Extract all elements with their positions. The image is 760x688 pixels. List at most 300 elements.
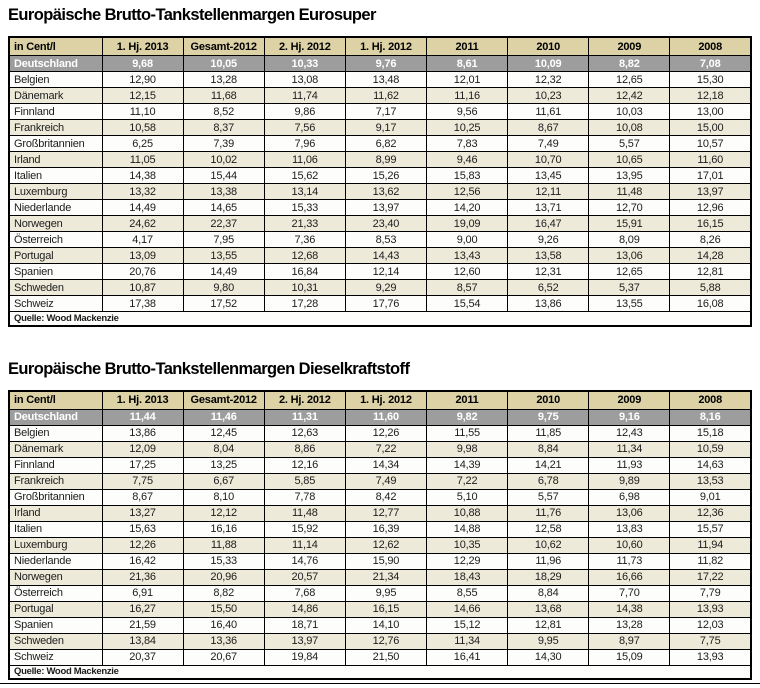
value-cell: 11,48 xyxy=(264,505,345,521)
value-cell: 17,28 xyxy=(264,296,345,312)
country-cell: Niederlande xyxy=(9,553,102,569)
value-cell: 13,93 xyxy=(670,601,751,617)
country-cell: Luxemburg xyxy=(9,184,102,200)
table-row xyxy=(9,200,751,216)
value-cell: 13,97 xyxy=(670,184,751,200)
value-cell: 10,70 xyxy=(508,152,589,168)
unit-label-header: in Cent/l xyxy=(9,37,102,56)
value-cell: 11,34 xyxy=(589,441,670,457)
value-cell: 24,62 xyxy=(102,216,183,232)
value-cell: 12,26 xyxy=(345,425,426,441)
table-row xyxy=(9,521,751,537)
value-cell: 9,95 xyxy=(345,585,426,601)
table-row xyxy=(9,152,751,168)
value-cell: 16,40 xyxy=(183,617,264,633)
value-cell: 7,08 xyxy=(670,56,751,72)
value-cell: 21,33 xyxy=(264,216,345,232)
value-cell: 12,81 xyxy=(670,264,751,280)
table-row xyxy=(9,184,751,200)
value-cell: 13,32 xyxy=(102,184,183,200)
value-cell: 6,82 xyxy=(345,136,426,152)
value-cell: 16,66 xyxy=(589,569,670,585)
year-column-header: 2009 xyxy=(589,391,670,410)
value-cell: 8,53 xyxy=(345,232,426,248)
value-cell: 15,12 xyxy=(427,617,508,633)
table-row xyxy=(9,537,751,553)
value-cell: 15,09 xyxy=(589,649,670,665)
value-cell: 11,68 xyxy=(183,88,264,104)
value-cell: 11,44 xyxy=(102,409,183,425)
value-cell: 14,65 xyxy=(183,200,264,216)
value-cell: 11,48 xyxy=(589,184,670,200)
value-cell: 9,76 xyxy=(345,56,426,72)
country-cell: Portugal xyxy=(9,601,102,617)
year-column-header: 2008 xyxy=(670,37,751,56)
value-cell: 5,37 xyxy=(589,280,670,296)
value-cell: 7,70 xyxy=(589,585,670,601)
table-row xyxy=(9,72,751,88)
value-cell: 13,09 xyxy=(102,248,183,264)
source-row xyxy=(9,665,751,679)
table-row xyxy=(9,280,751,296)
value-cell: 9,68 xyxy=(102,56,183,72)
value-cell: 15,44 xyxy=(183,168,264,184)
value-cell: 11,16 xyxy=(427,88,508,104)
value-cell: 11,05 xyxy=(102,152,183,168)
year-column-header: 1. Hj. 2012 xyxy=(345,37,426,56)
eurosuper-table-title: Europäische Brutto-Tankstellenmargen Eurosuper xyxy=(8,5,376,24)
value-cell: 8,42 xyxy=(345,489,426,505)
value-cell: 13,14 xyxy=(264,184,345,200)
value-cell: 14,38 xyxy=(589,601,670,617)
value-cell: 9,26 xyxy=(508,232,589,248)
country-cell: Österreich xyxy=(9,232,102,248)
value-cell: 14,30 xyxy=(508,649,589,665)
value-cell: 12,11 xyxy=(508,184,589,200)
value-cell: 13,55 xyxy=(589,296,670,312)
value-cell: 15,33 xyxy=(183,553,264,569)
value-cell: 7,36 xyxy=(264,232,345,248)
value-cell: 6,25 xyxy=(102,136,183,152)
value-cell: 19,09 xyxy=(427,216,508,232)
value-cell: 13,45 xyxy=(508,168,589,184)
year-column-header: 1. Hj. 2013 xyxy=(102,37,183,56)
table-row xyxy=(9,136,751,152)
value-cell: 13,95 xyxy=(589,168,670,184)
value-cell: 20,37 xyxy=(102,649,183,665)
value-cell: 10,87 xyxy=(102,280,183,296)
value-cell: 8,61 xyxy=(427,56,508,72)
table-row xyxy=(9,425,751,441)
value-cell: 12,45 xyxy=(183,425,264,441)
value-cell: 21,50 xyxy=(345,649,426,665)
value-cell: 8,82 xyxy=(589,56,670,72)
source-row xyxy=(9,312,751,326)
diesel-section xyxy=(8,359,752,681)
country-cell: Schweden xyxy=(9,633,102,649)
value-cell: 20,67 xyxy=(183,649,264,665)
country-cell: Finnland xyxy=(9,104,102,120)
country-cell: Großbritannien xyxy=(9,136,102,152)
value-cell: 8,57 xyxy=(427,280,508,296)
table-row xyxy=(9,248,751,264)
value-cell: 7,68 xyxy=(264,585,345,601)
value-cell: 18,71 xyxy=(264,617,345,633)
country-cell: Großbritannien xyxy=(9,489,102,505)
country-cell: Belgien xyxy=(9,425,102,441)
table-row xyxy=(9,56,751,72)
value-cell: 12,12 xyxy=(183,505,264,521)
value-cell: 8,04 xyxy=(183,441,264,457)
country-cell: Italien xyxy=(9,168,102,184)
value-cell: 7,78 xyxy=(264,489,345,505)
value-cell: 7,22 xyxy=(427,473,508,489)
value-cell: 12,76 xyxy=(345,633,426,649)
value-cell: 13,27 xyxy=(102,505,183,521)
value-cell: 9,89 xyxy=(589,473,670,489)
value-cell: 11,60 xyxy=(670,152,751,168)
value-cell: 16,41 xyxy=(427,649,508,665)
value-cell: 11,55 xyxy=(427,425,508,441)
country-cell: Irland xyxy=(9,152,102,168)
table-row xyxy=(9,569,751,585)
value-cell: 12,18 xyxy=(670,88,751,104)
table-row xyxy=(9,264,751,280)
value-cell: 7,49 xyxy=(345,473,426,489)
value-cell: 22,37 xyxy=(183,216,264,232)
diesel-table xyxy=(8,390,752,681)
value-cell: 14,20 xyxy=(427,200,508,216)
country-cell: Luxemburg xyxy=(9,537,102,553)
country-cell: Italien xyxy=(9,521,102,537)
value-cell: 7,75 xyxy=(102,473,183,489)
value-cell: 12,60 xyxy=(427,264,508,280)
value-cell: 14,63 xyxy=(670,457,751,473)
country-cell: Schweiz xyxy=(9,296,102,312)
value-cell: 21,34 xyxy=(345,569,426,585)
source-label: Quelle: Wood Mackenzie xyxy=(9,312,751,326)
value-cell: 13,08 xyxy=(264,72,345,88)
country-cell: Norwegen xyxy=(9,569,102,585)
value-cell: 10,62 xyxy=(508,537,589,553)
table-row xyxy=(9,216,751,232)
value-cell: 10,31 xyxy=(264,280,345,296)
year-column-header: 2011 xyxy=(427,391,508,410)
year-column-header: 2010 xyxy=(508,37,589,56)
value-cell: 8,84 xyxy=(508,441,589,457)
value-cell: 5,85 xyxy=(264,473,345,489)
value-cell: 9,46 xyxy=(427,152,508,168)
value-cell: 10,88 xyxy=(427,505,508,521)
table-row xyxy=(9,585,751,601)
value-cell: 13,86 xyxy=(102,425,183,441)
value-cell: 12,63 xyxy=(264,425,345,441)
country-cell: Spanien xyxy=(9,264,102,280)
value-cell: 21,36 xyxy=(102,569,183,585)
year-column-header: 2. Hj. 2012 xyxy=(264,37,345,56)
bottom-rule xyxy=(0,683,760,684)
value-cell: 7,49 xyxy=(508,136,589,152)
year-column-header: 1. Hj. 2012 xyxy=(345,391,426,410)
country-cell: Frankreich xyxy=(9,120,102,136)
value-cell: 8,16 xyxy=(670,409,751,425)
value-cell: 14,86 xyxy=(264,601,345,617)
value-cell: 7,39 xyxy=(183,136,264,152)
year-column-header: 2011 xyxy=(427,37,508,56)
value-cell: 8,67 xyxy=(102,489,183,505)
value-cell: 16,42 xyxy=(102,553,183,569)
value-cell: 14,49 xyxy=(183,264,264,280)
value-cell: 13,97 xyxy=(264,633,345,649)
value-cell: 13,62 xyxy=(345,184,426,200)
value-cell: 15,62 xyxy=(264,168,345,184)
value-cell: 13,00 xyxy=(670,104,751,120)
value-cell: 11,96 xyxy=(508,553,589,569)
value-cell: 13,55 xyxy=(183,248,264,264)
value-cell: 12,01 xyxy=(427,72,508,88)
value-cell: 12,32 xyxy=(508,72,589,88)
value-cell: 10,65 xyxy=(589,152,670,168)
country-cell: Irland xyxy=(9,505,102,521)
value-cell: 7,17 xyxy=(345,104,426,120)
value-cell: 20,96 xyxy=(183,569,264,585)
country-cell: Österreich xyxy=(9,585,102,601)
value-cell: 9,29 xyxy=(345,280,426,296)
value-cell: 19,84 xyxy=(264,649,345,665)
value-cell: 4,17 xyxy=(102,232,183,248)
value-cell: 15,30 xyxy=(670,72,751,88)
value-cell: 14,10 xyxy=(345,617,426,633)
value-cell: 5,10 xyxy=(427,489,508,505)
year-column-header: Gesamt-2012 xyxy=(183,391,264,410)
value-cell: 9,56 xyxy=(427,104,508,120)
value-cell: 12,36 xyxy=(670,505,751,521)
value-cell: 13,43 xyxy=(427,248,508,264)
value-cell: 13,06 xyxy=(589,248,670,264)
value-cell: 10,57 xyxy=(670,136,751,152)
value-cell: 12,65 xyxy=(589,72,670,88)
value-cell: 8,82 xyxy=(183,585,264,601)
value-cell: 11,34 xyxy=(427,633,508,649)
value-cell: 9,01 xyxy=(670,489,751,505)
value-cell: 12,03 xyxy=(670,617,751,633)
value-cell: 15,92 xyxy=(264,521,345,537)
year-column-header: Gesamt-2012 xyxy=(183,37,264,56)
value-cell: 9,16 xyxy=(589,409,670,425)
value-cell: 13,97 xyxy=(345,200,426,216)
value-cell: 13,86 xyxy=(508,296,589,312)
value-cell: 11,88 xyxy=(183,537,264,553)
value-cell: 13,84 xyxy=(102,633,183,649)
value-cell: 23,40 xyxy=(345,216,426,232)
value-cell: 13,25 xyxy=(183,457,264,473)
value-cell: 12,90 xyxy=(102,72,183,88)
value-cell: 14,76 xyxy=(264,553,345,569)
table-row xyxy=(9,633,751,649)
country-cell: Dänemark xyxy=(9,441,102,457)
value-cell: 17,38 xyxy=(102,296,183,312)
value-cell: 13,68 xyxy=(508,601,589,617)
value-cell: 16,15 xyxy=(345,601,426,617)
country-cell: Schweden xyxy=(9,280,102,296)
value-cell: 5,57 xyxy=(508,489,589,505)
table-row xyxy=(9,296,751,312)
value-cell: 11,73 xyxy=(589,553,670,569)
value-cell: 14,28 xyxy=(670,248,751,264)
value-cell: 14,43 xyxy=(345,248,426,264)
value-cell: 7,95 xyxy=(183,232,264,248)
value-cell: 14,38 xyxy=(102,168,183,184)
value-cell: 13,53 xyxy=(670,473,751,489)
year-column-header: 2009 xyxy=(589,37,670,56)
value-cell: 12,31 xyxy=(508,264,589,280)
value-cell: 12,15 xyxy=(102,88,183,104)
value-cell: 5,88 xyxy=(670,280,751,296)
country-cell: Frankreich xyxy=(9,473,102,489)
value-cell: 15,57 xyxy=(670,521,751,537)
value-cell: 14,66 xyxy=(427,601,508,617)
country-cell: Niederlande xyxy=(9,200,102,216)
value-cell: 12,81 xyxy=(508,617,589,633)
diesel-table-title: Europäische Brutto-Tankstellenmargen Dieselkraftstoff xyxy=(8,358,410,378)
value-cell: 12,26 xyxy=(102,537,183,553)
value-cell: 15,54 xyxy=(427,296,508,312)
value-cell: 10,25 xyxy=(427,120,508,136)
country-cell: Deutschland xyxy=(9,56,102,72)
value-cell: 10,58 xyxy=(102,120,183,136)
value-cell: 8,26 xyxy=(670,232,751,248)
value-cell: 7,75 xyxy=(670,633,751,649)
value-cell: 16,15 xyxy=(670,216,751,232)
value-cell: 14,39 xyxy=(427,457,508,473)
table-row xyxy=(9,649,751,665)
country-cell: Schweiz xyxy=(9,649,102,665)
value-cell: 11,82 xyxy=(670,553,751,569)
table-row xyxy=(9,120,751,136)
value-cell: 16,84 xyxy=(264,264,345,280)
unit-label-header: in Cent/l xyxy=(9,391,102,410)
eurosuper-section xyxy=(8,5,752,327)
table-row xyxy=(9,409,751,425)
value-cell: 7,83 xyxy=(427,136,508,152)
country-cell: Portugal xyxy=(9,248,102,264)
value-cell: 9,82 xyxy=(427,409,508,425)
value-cell: 9,17 xyxy=(345,120,426,136)
value-cell: 9,80 xyxy=(183,280,264,296)
value-cell: 10,05 xyxy=(183,56,264,72)
value-cell: 15,18 xyxy=(670,425,751,441)
value-cell: 17,52 xyxy=(183,296,264,312)
value-cell: 11,85 xyxy=(508,425,589,441)
value-cell: 12,68 xyxy=(264,248,345,264)
value-cell: 11,62 xyxy=(345,88,426,104)
year-column-header: 2. Hj. 2012 xyxy=(264,391,345,410)
source-label: Quelle: Wood Mackenzie xyxy=(9,665,751,679)
value-cell: 11,76 xyxy=(508,505,589,521)
value-cell: 10,23 xyxy=(508,88,589,104)
table-row xyxy=(9,473,751,489)
value-cell: 6,52 xyxy=(508,280,589,296)
value-cell: 15,26 xyxy=(345,168,426,184)
value-cell: 10,59 xyxy=(670,441,751,457)
value-cell: 16,16 xyxy=(183,521,264,537)
value-cell: 8,97 xyxy=(589,633,670,649)
value-cell: 18,43 xyxy=(427,569,508,585)
value-cell: 8,84 xyxy=(508,585,589,601)
value-cell: 16,47 xyxy=(508,216,589,232)
table-row xyxy=(9,505,751,521)
value-cell: 8,09 xyxy=(589,232,670,248)
value-cell: 11,61 xyxy=(508,104,589,120)
value-cell: 13,38 xyxy=(183,184,264,200)
value-cell: 12,70 xyxy=(589,200,670,216)
table-row xyxy=(9,553,751,569)
value-cell: 11,94 xyxy=(670,537,751,553)
value-cell: 7,22 xyxy=(345,441,426,457)
value-cell: 15,00 xyxy=(670,120,751,136)
value-cell: 16,27 xyxy=(102,601,183,617)
value-cell: 20,76 xyxy=(102,264,183,280)
value-cell: 12,56 xyxy=(427,184,508,200)
value-cell: 6,98 xyxy=(589,489,670,505)
value-cell: 20,57 xyxy=(264,569,345,585)
value-cell: 6,78 xyxy=(508,473,589,489)
value-cell: 12,65 xyxy=(589,264,670,280)
value-cell: 10,08 xyxy=(589,120,670,136)
value-cell: 11,31 xyxy=(264,409,345,425)
value-cell: 13,93 xyxy=(670,649,751,665)
table-row xyxy=(9,457,751,473)
year-column-header: 2008 xyxy=(670,391,751,410)
country-cell: Finnland xyxy=(9,457,102,473)
value-cell: 13,28 xyxy=(589,617,670,633)
value-cell: 11,10 xyxy=(102,104,183,120)
value-cell: 17,01 xyxy=(670,168,751,184)
value-cell: 5,57 xyxy=(589,136,670,152)
value-cell: 14,49 xyxy=(102,200,183,216)
value-cell: 9,86 xyxy=(264,104,345,120)
value-cell: 9,98 xyxy=(427,441,508,457)
value-cell: 6,67 xyxy=(183,473,264,489)
year-column-header: 1. Hj. 2013 xyxy=(102,391,183,410)
value-cell: 12,77 xyxy=(345,505,426,521)
value-cell: 16,39 xyxy=(345,521,426,537)
value-cell: 11,60 xyxy=(345,409,426,425)
value-cell: 8,10 xyxy=(183,489,264,505)
value-cell: 8,67 xyxy=(508,120,589,136)
table-row xyxy=(9,168,751,184)
value-cell: 12,58 xyxy=(508,521,589,537)
value-cell: 7,56 xyxy=(264,120,345,136)
country-cell: Dänemark xyxy=(9,88,102,104)
table-row xyxy=(9,232,751,248)
value-cell: 15,50 xyxy=(183,601,264,617)
value-cell: 8,37 xyxy=(183,120,264,136)
value-cell: 12,43 xyxy=(589,425,670,441)
value-cell: 10,60 xyxy=(589,537,670,553)
table-row xyxy=(9,489,751,505)
value-cell: 12,42 xyxy=(589,88,670,104)
value-cell: 8,52 xyxy=(183,104,264,120)
value-cell: 13,06 xyxy=(589,505,670,521)
value-cell: 14,34 xyxy=(345,457,426,473)
eurosuper-table xyxy=(8,36,752,327)
value-cell: 7,79 xyxy=(670,585,751,601)
value-cell: 12,14 xyxy=(345,264,426,280)
value-cell: 11,93 xyxy=(589,457,670,473)
value-cell: 14,21 xyxy=(508,457,589,473)
value-cell: 9,00 xyxy=(427,232,508,248)
